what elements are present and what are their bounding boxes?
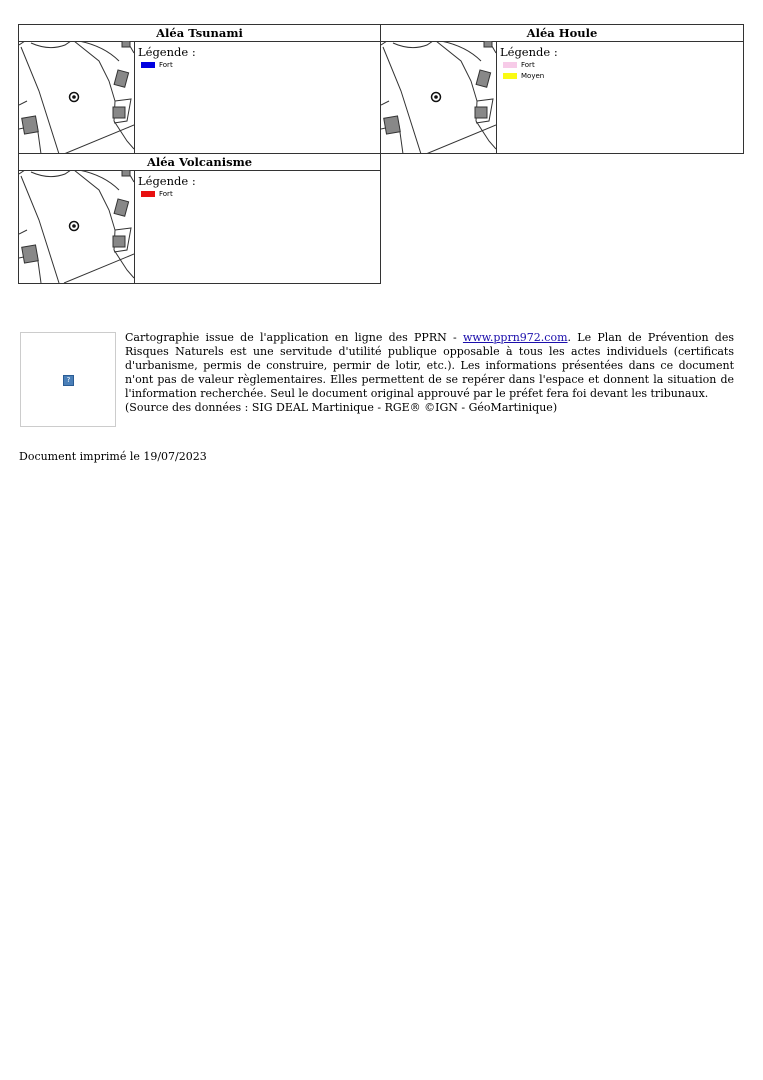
legend-swatch: [141, 62, 155, 68]
legend-swatch: [503, 62, 517, 68]
parcel-map: [381, 41, 496, 154]
logo-placeholder: [20, 332, 116, 427]
legend-swatch: [141, 191, 155, 197]
data-source: (Source des données : SIG DEAL Martinique - RGE® ©IGN - GéoMartinique): [125, 401, 558, 414]
legend-label: Fort: [159, 61, 173, 69]
legend-swatch: [503, 73, 517, 79]
legend-item: [141, 60, 196, 70]
legend-label: Fort: [159, 190, 173, 198]
legend-title: Légende :: [138, 45, 196, 59]
panel-title: Aléa Volcanisme: [19, 154, 380, 171]
legend-title: Légende :: [500, 45, 558, 59]
info-text-start: Cartographie issue de l'application en ligne des PPRN -: [125, 331, 463, 344]
info-paragraph: [125, 331, 734, 415]
legend: [138, 174, 196, 199]
panel-title: Aléa Houle: [381, 25, 743, 42]
legend-label: Fort: [521, 61, 535, 69]
panel-tsunami: [18, 24, 381, 154]
pprn-link[interactable]: www.pprn972.com: [462, 331, 568, 344]
legend-item: [141, 189, 196, 199]
map-thumbnail: [19, 170, 135, 283]
map-thumbnail: [19, 41, 135, 154]
legend-item: [503, 60, 558, 70]
legend-label: Moyen: [521, 72, 545, 80]
panel-volcanisme: [18, 153, 381, 284]
legend-title: Légende :: [138, 174, 196, 188]
parcel-map: [19, 170, 134, 283]
legend: [500, 45, 558, 81]
parcel-map: [19, 41, 134, 154]
panel-houle: [380, 24, 744, 154]
legend-item: [503, 71, 558, 81]
panel-title: Aléa Tsunami: [19, 25, 380, 42]
map-thumbnail: [381, 41, 497, 154]
broken-image-icon: ?: [63, 375, 74, 386]
info-text-rest: . Le Plan de Prévention des Risques Naturels est une servitude d'utilité publique opposable à tous les actes individuels (certificats d'urbanisme, permis de construire, permir de lotir, etc.). Les informations présentées dans ce document n'ont pas de valeur règlementaires. Elles permettent de se repérer dans l'espace et donnent la situation de l'information recherchée. Seul le document original approuvé par le préfet fera foi devant les tribunaux.: [125, 331, 734, 400]
legend: [138, 45, 196, 70]
print-date: Document imprimé le 19/07/2023: [19, 450, 207, 463]
